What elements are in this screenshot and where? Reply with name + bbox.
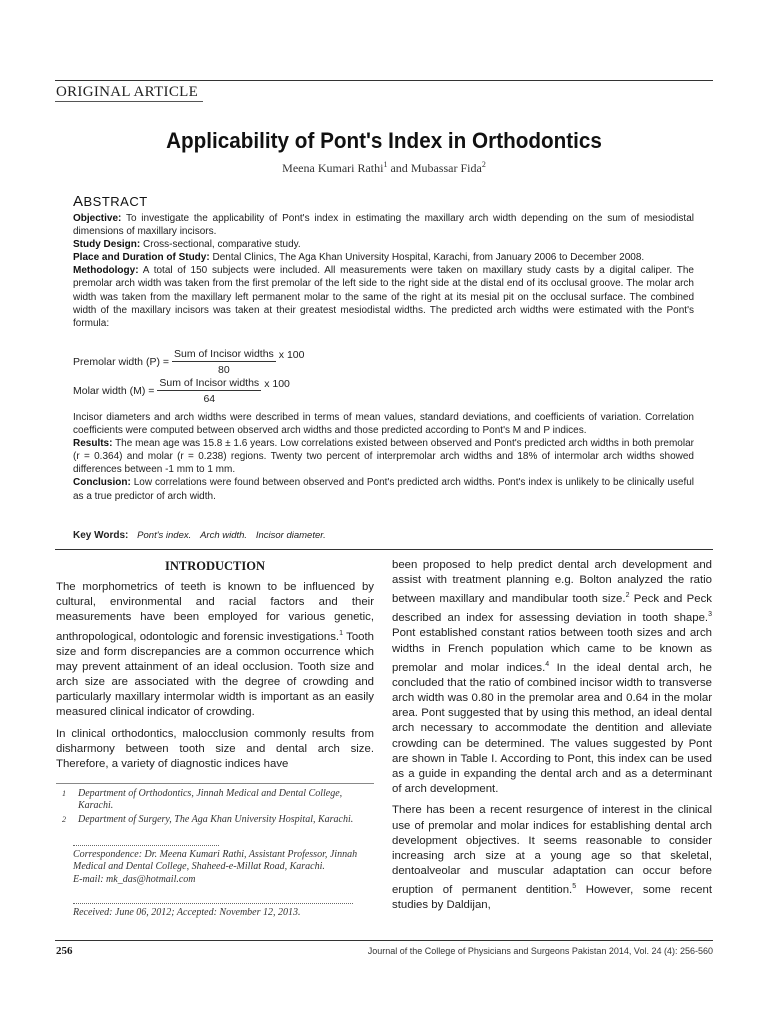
keyword-1: Pont's index. [137, 530, 192, 541]
footnotes-dates [73, 907, 373, 919]
abstract-place: Place and Duration of Study: Dental Clinics, The Aga Khan University Hospital, Karachi, from January 2006 to December 2008. [73, 252, 645, 264]
right-paragraph-1: been proposed to help predict dental arch development and assist with treatment planning e.g. Bolton analyzed the ratio between maxillary and mandibular tooth size.$^2$ Peck and Peck described an index for assessing deviation in tooth shape.$^3$ Pont established constant ratios between tooth sizes and arch widths in French population which came to be known as premolar and molar indices.$^4$ In the ideal dental arch, he concluded that the ratio of combined incisor width to transverse arch width was 0.80 in the premolar area and 0.64 in the molar area. Pont suggested that by using this method, an ideal dental arch necessary to accommodate the dentition and alleviate crowding can be determined. The values suggested by Pont are shown in Table I. According to Pont, this index can be used as a guide in expanding the dental arch and as a determinant of arch development. [392, 559, 712, 796]
abstract-results: Results: The mean age was 15.8 ± 1.6 years. Low correlations existed between observed and Pont's predicted arch widths in both premolar (r = 0.364) and molar (r = 0.238) regions. Twenty two percent of interpremolar arch widths and 18% of intermolar arch widths showed differences between -1 mm to 1 mm. [73, 438, 694, 476]
formula-premolar: Premolar width (P) = $\frac{\text{Sum of Incisor widths}}{80}$ x 100 [73, 348, 305, 376]
abstract-bottom-rule [55, 549, 713, 550]
author-1-mark: 1 [383, 160, 388, 169]
right-paragraph-2: There has been a recent resurgence of interest in the clinical use of premolar and molar indices for establishing dental arch development objectives. It seems reasonable to consider increasing arch size at a young age so that skeletal, dentoalveolar and muscular adaptation can occur before eruption of permanent dentition.$^5$ However, some recent studies by Daldijan, [392, 804, 712, 912]
footnote-dotted-rule-2 [73, 903, 353, 904]
intro-paragraph-2: In clinical orthodontics, malocclusion commonly results from disharmony between tooth size and dental arch size. Therefore, a variety of diagnostic indices have [56, 727, 374, 771]
formula-molar: Molar width (M) = $\frac{\text{Sum of Incisor widths}}{64}$ x 100 [73, 377, 290, 405]
received-accepted: Received: June 06, 2012; Accepted: November 12, 2013. [73, 907, 301, 918]
author-2-mark: 2 [481, 160, 486, 169]
abstract-design: Study Design: Cross-sectional, comparative study. [73, 239, 301, 251]
left-column [56, 580, 374, 778]
keyword-2: Arch width. [200, 530, 248, 541]
author-join: and [390, 161, 408, 175]
footnote-2: 2 Department of Surgery, The Aga Khan University Hospital, Karachi. [62, 813, 354, 825]
formula-premolar-fraction: $\frac{\text{Sum of Incisor widths}}{80}$ [174, 348, 274, 376]
article-authors [55, 160, 713, 176]
top-rule [55, 80, 713, 81]
footnote-rule [56, 783, 374, 784]
abstract-objective: Objective: To investigate the applicability of Pont's index in estimating the maxillary arch width depending on the sum of mesiodistal dimensions of maxillary incisors. [73, 213, 694, 238]
footnotes-affiliations [56, 788, 374, 826]
email: E-mail: mk_das@hotmail.com [73, 873, 196, 885]
section-label: ORIGINAL ARTICLE [56, 84, 199, 100]
introduction-heading: INTRODUCTION [164, 559, 265, 573]
intro-paragraph-1: The morphometrics of teeth is known to be influenced by cultural, environmental and racial factors and their measurements have been employed for various genetic, anthropological, odontologic and forensic investigations.$^1$ Tooth size and form discrepancies are a common occurrence which may prevent attainment of an ideal occlusion. Tooth size and arch size are associated with the degree of crowding and particularly maxillary intermolar width is important as an easily measured clinical indicator of crowding. [56, 581, 374, 719]
correspondence: Correspondence: Dr. Meena Kumari Rathi, Assistant Professor, Jinnah Medical and Dental College, Shaheed-e-Millat Road, Karachi. [73, 849, 358, 873]
abstract-methodology-cont: Incisor diameters and arch widths were described in terms of mean values, standard deviations, and coefficients of variation. Correlation coefficients were computed between observed arch widths and those predicted according to Pont's M and P indices. [73, 412, 694, 437]
abstract-conclusion: Conclusion: Low correlations were found between observed and Pont's predicted arch widths. Pont's index is unlikely to be clinically useful as a true predictor of arch width. [73, 477, 694, 502]
author-2: Mubassar Fida [410, 161, 482, 175]
abstract-body-bottom [73, 411, 694, 503]
abstract-body-top [73, 212, 694, 330]
abstract-heading: ABSTRACT [73, 193, 148, 210]
footnote-dotted-rule-1 [73, 845, 219, 846]
page-number: 256 [56, 945, 73, 957]
footer-rule [55, 940, 713, 941]
keywords: Key Words: Pont's index. Arch width. Incisor diameter. [73, 530, 326, 541]
formula-molar-fraction: $\frac{\text{Sum of Incisor widths}}{64}$ [159, 377, 260, 405]
right-column [392, 558, 712, 920]
abstract-methodology: Methodology: A total of 150 subjects were included. All measurements were taken on maxillary study casts by a digital caliper. The premolar arch width was taken from the first premolar of the left side to the right side at the distal end of its occlusal groove. The molar arch width was taken from the maxillary left permanent molar to the same of the right at its mesial pit on the occlusal surface. The combined width of the maxillary incisors was taken at their greatest mesiodistal widths. The predicted arch widths were estimated with the Pont's formula: [73, 265, 694, 329]
footnotes-correspondence [73, 849, 373, 886]
journal-citation: Journal of the College of Physicians and Surgeons Pakistan 2014, Vol. 24 (4): 256-560 [367, 946, 713, 956]
author-1: Meena Kumari Rathi [282, 161, 384, 175]
keyword-3: Incisor diameter. [255, 530, 326, 541]
article-title: Applicability of Pont's Index in Orthodontics [166, 128, 602, 153]
footnote-1: 1 Department of Orthodontics, Jinnah Medical and Dental College, Karachi. [62, 788, 343, 812]
section-underline [55, 101, 203, 102]
